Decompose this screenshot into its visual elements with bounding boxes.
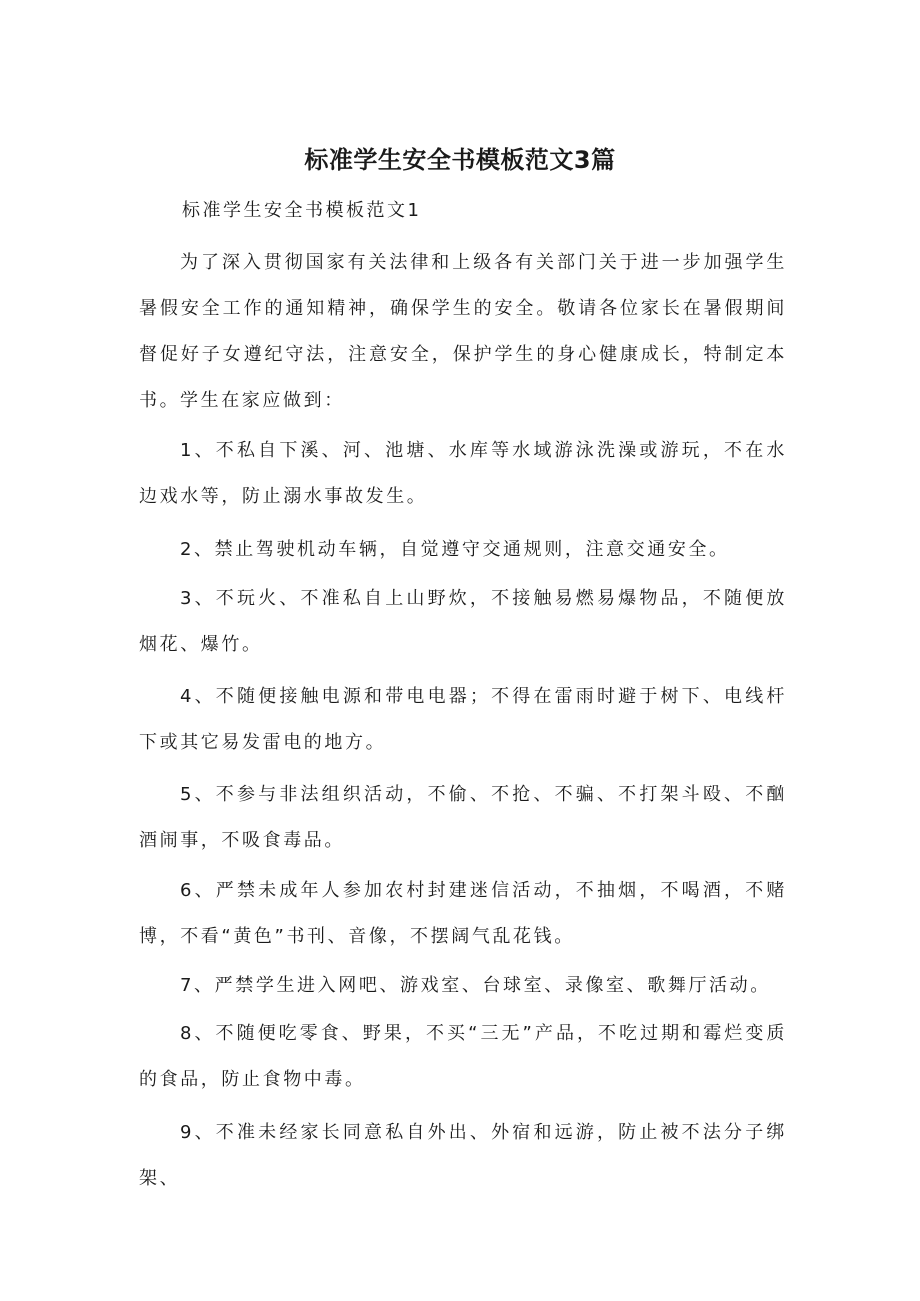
document-title: 标准学生安全书模板范文3篇	[304, 146, 616, 174]
list-item-4: 4、不随便接触电源和带电电器；不得在雷雨时避于树下、电线杆下或其它易发雷电的地方。	[139, 686, 787, 753]
list-item-1: 1、不私自下溪、河、池塘、水库等水域游泳洗澡或游玩，不在水边戏水等，防止溺水事故发生。	[139, 440, 787, 507]
list-item-9: 9、不准未经家长同意私自外出、外宿和远游，防止被不法分子绑架、	[139, 1122, 787, 1189]
list-item-5: 5、不参与非法组织活动，不偷、不抢、不骗、不打架斗殴、不酗酒闹事，不吸食毒品。	[139, 784, 787, 851]
list-item-3: 3、不玩火、不准私自上山野炊，不接触易燃易爆物品，不随便放烟花、爆竹。	[139, 588, 787, 655]
document-subtitle: 标准学生安全书模板范文1	[182, 200, 422, 221]
list-item-2: 2、禁止驾驶机动车辆，自觉遵守交通规则，注意交通安全。	[180, 539, 730, 560]
list-item-8: 8、不随便吃零食、野果，不买“三无”产品，不吃过期和霉烂变质的食品，防止食物中毒。	[139, 1023, 787, 1090]
section-heading: 学生在家应做到：	[180, 390, 345, 411]
intro-paragraph: 为了深入贯彻国家有关法律和上级各有关部门关于进一步加强学生暑假安全工作的通知精神，确保学生的安全。敬请各位家长在暑假期间督促好子女遵纪守法，注意安全，保护学生的身心健康成长，特制定本书。	[139, 252, 787, 411]
list-item-7: 7、严禁学生进入网吧、游戏室、台球室、录像室、歌舞厅活动。	[180, 975, 771, 996]
list-item-6: 6、严禁未成年人参加农村封建迷信活动，不抽烟，不喝酒，不赌博，不看“黄色”书刊、音像，不摆阔气乱花钱。	[139, 880, 787, 947]
